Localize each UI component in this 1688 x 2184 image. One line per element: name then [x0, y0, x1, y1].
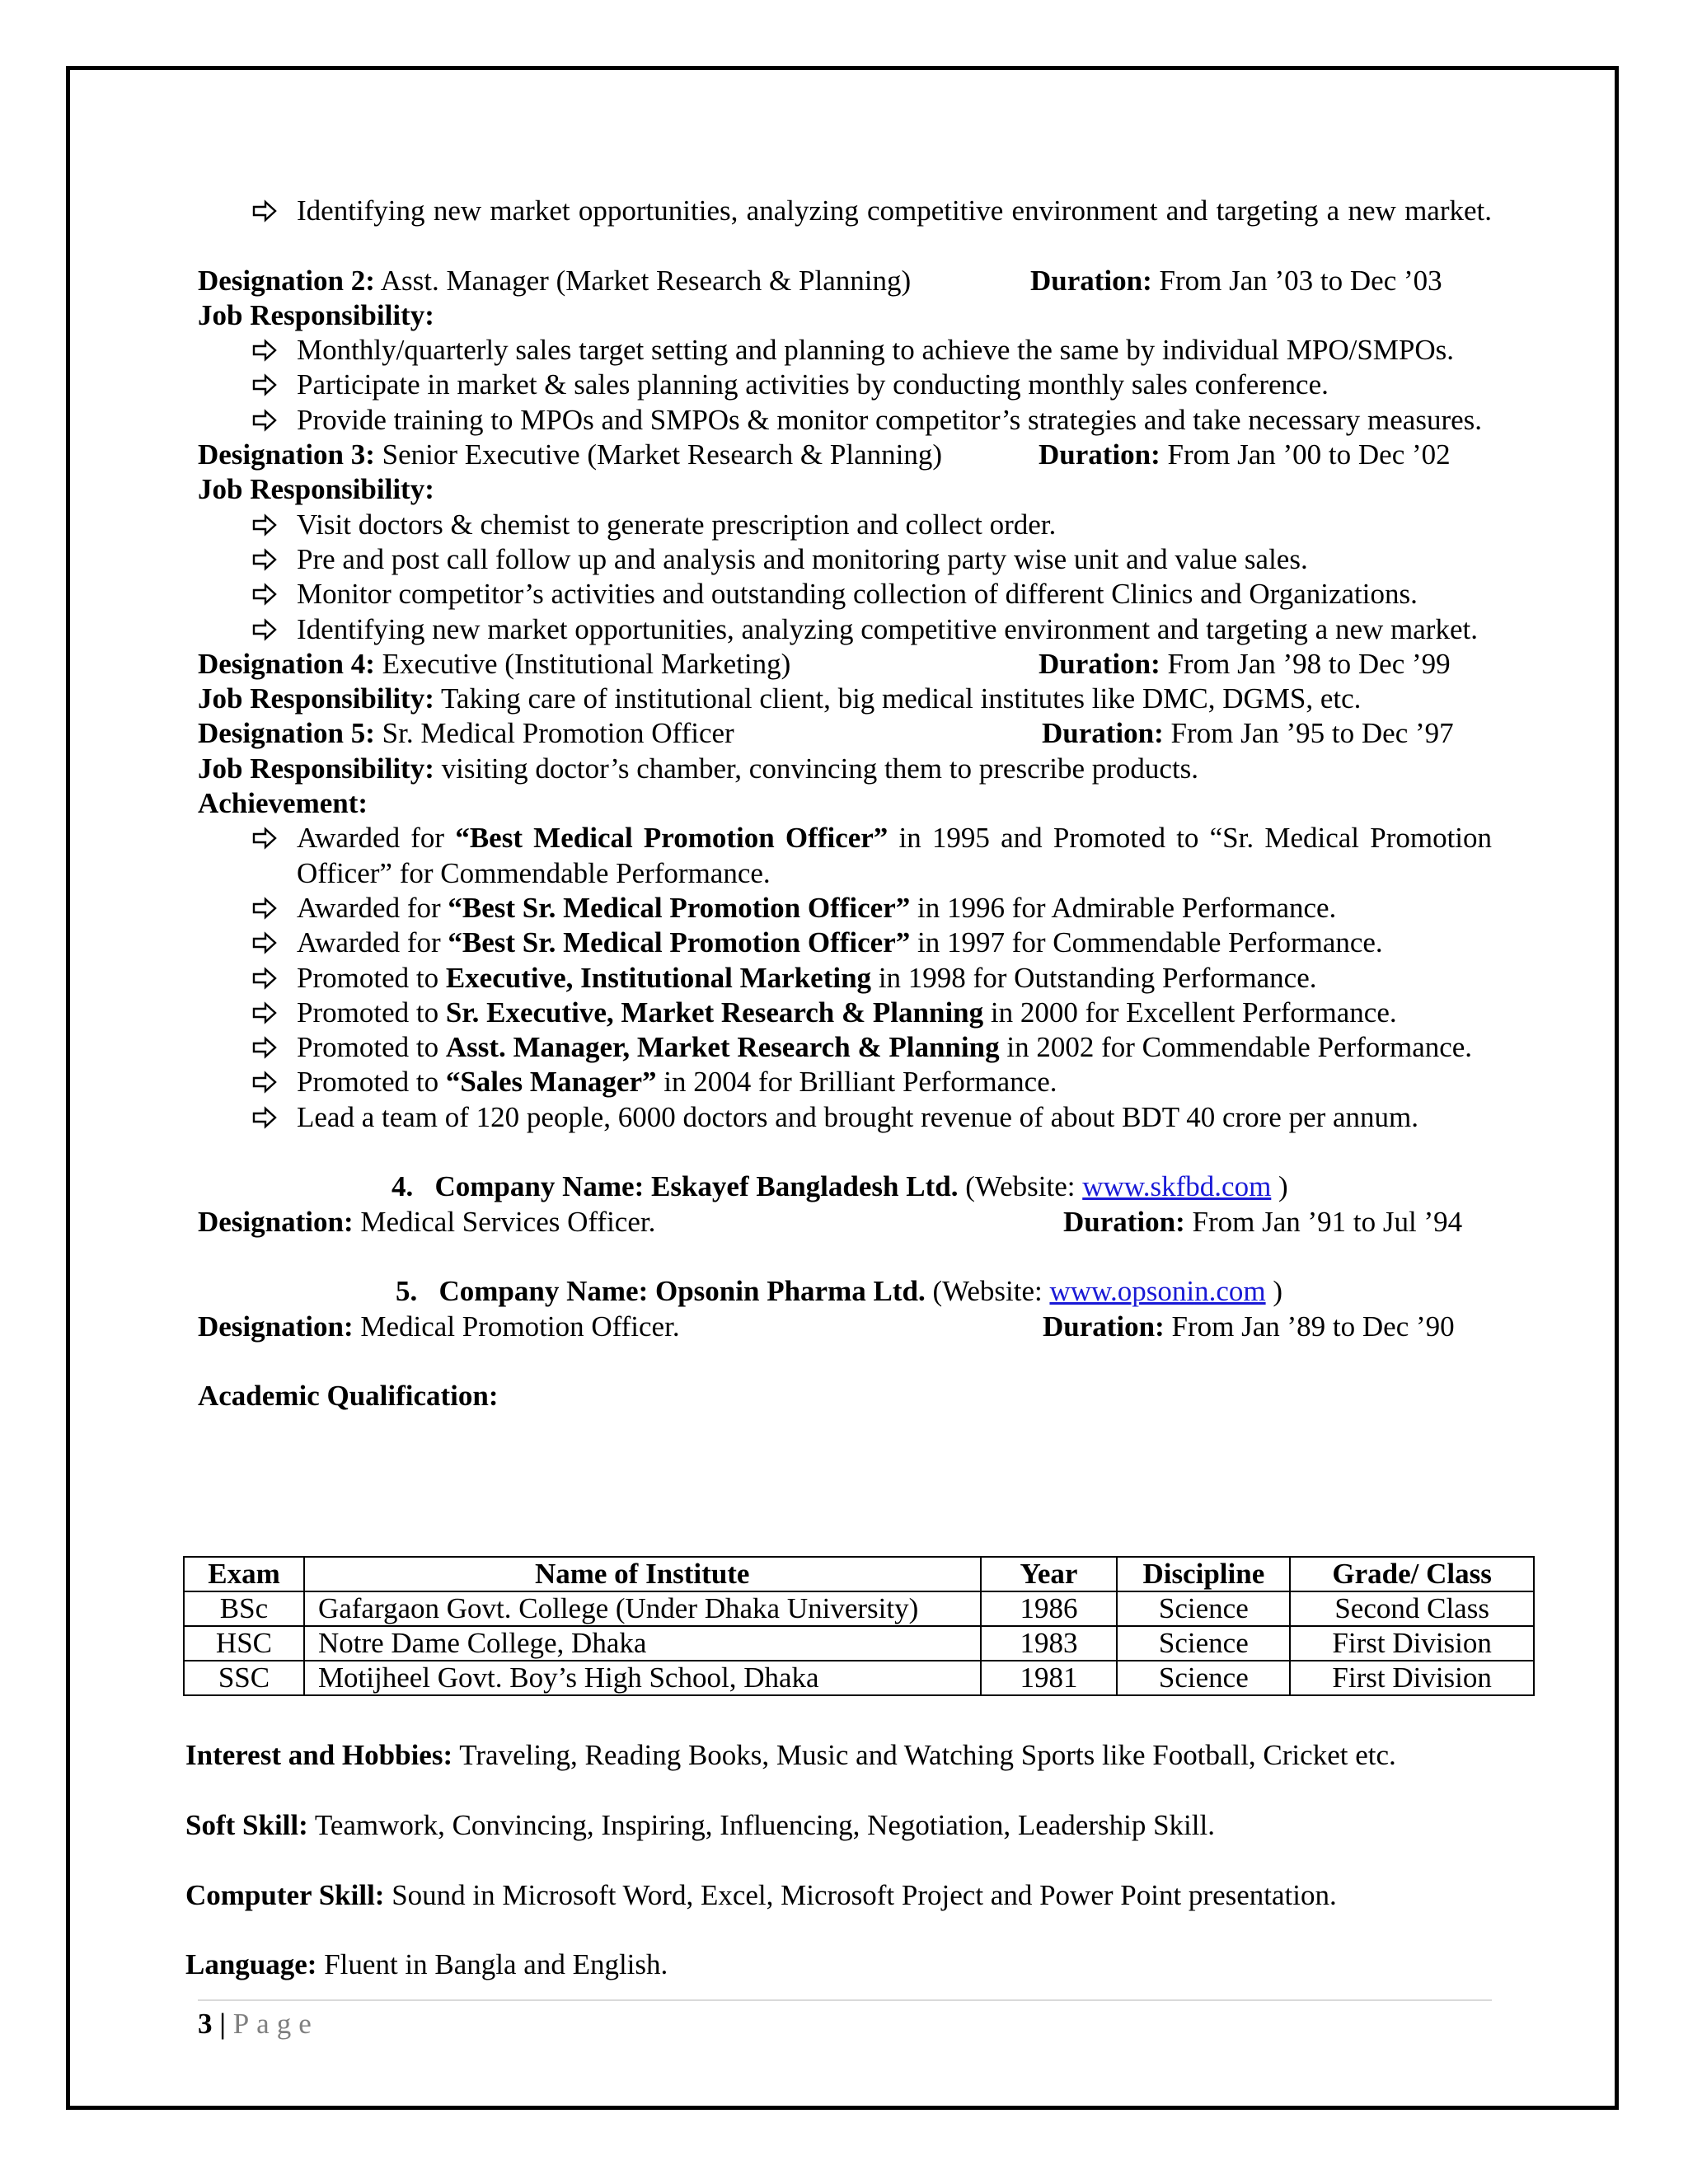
soft-skill: Soft Skill: Teamwork, Convincing, Inspiring, Influencing, Negotiation, Leadership Skill.: [185, 1809, 1215, 1841]
list-item: Awarded for “Best Sr. Medical Promotion Officer” in 1997 for Commendable Performance.: [198, 926, 1492, 960]
table-row: HSC Notre Dame College, Dhaka 1983 Science First Division: [184, 1626, 1534, 1661]
arrow-right-outline-icon: [249, 508, 282, 542]
job-responsibility: Job Responsibility: visiting doctor’s chamber, convincing them to prescribe products.: [198, 752, 1199, 785]
company-4-heading: 4. Company Name: Eskayef Bangladesh Ltd. (Website: www.skfbd.com ): [392, 1170, 1288, 1203]
table-row: SSC Motijheel Govt. Boy’s High School, Dhaka 1981 Science First Division: [184, 1661, 1534, 1695]
designation-5-row: Designation 5: Sr. Medical Promotion Officer Duration: From Jan ’95 to Dec ’97: [198, 716, 1492, 751]
arrow-right-outline-icon: [249, 577, 282, 612]
list-item: Participate in market & sales planning activities by conducting monthly sales conference.: [198, 368, 1492, 402]
arrow-right-outline-icon: [249, 194, 282, 228]
list-item: Pre and post call follow up and analysis and monitoring party wise unit and value sales.: [198, 542, 1492, 577]
page-label: Page: [232, 2008, 319, 2040]
list-item: Promoted to Sr. Executive, Market Research & Planning in 2000 for Excellent Performance.: [198, 996, 1492, 1030]
job-responsibility-heading: Job Responsibility:: [198, 473, 434, 506]
list-item: Awarded for “Best Sr. Medical Promotion Officer” in 1996 for Admirable Performance.: [198, 891, 1492, 926]
column-header: Grade/ Class: [1290, 1557, 1534, 1591]
list-item: Identifying new market opportunities, analyzing competitive environment and targeting a new market.: [198, 194, 1492, 228]
list-item: Monitor competitor’s activities and outstanding collection of different Clinics and Organizations.: [198, 577, 1492, 612]
language: Language: Fluent in Bangla and English.: [185, 1948, 668, 1980]
arrow-right-outline-icon: [249, 821, 282, 855]
list-item: Promoted to “Sales Manager” in 2004 for Brilliant Performance.: [198, 1065, 1492, 1099]
arrow-right-outline-icon: [249, 996, 282, 1030]
duration: Duration: From Jan ’03 to Dec ’03: [1030, 264, 1442, 297]
designation-4-row: Designation 4: Executive (Institutional Marketing) Duration: From Jan ’98 to Dec ’99: [198, 647, 1492, 682]
list-item: Lead a team of 120 people, 6000 doctors and brought revenue of about BDT 40 crore per annum.: [198, 1100, 1492, 1135]
company-5-heading: 5. Company Name: Opsonin Pharma Ltd. (Website: www.opsonin.com ): [396, 1275, 1283, 1308]
resume-body: [198, 194, 1492, 1413]
achievement-heading: Achievement:: [198, 787, 368, 820]
duration: Duration: From Jan ’95 to Dec ’97: [1042, 717, 1454, 750]
list-item: Identifying new market opportunities, analyzing competitive environment and targeting a new market.: [198, 612, 1492, 647]
table-header-row: [184, 1557, 1534, 1591]
list-item: Provide training to MPOs and SMPOs & monitor competitor’s strategies and take necessary measures.: [198, 403, 1492, 438]
list-item: Promoted to Asst. Manager, Market Research & Planning in 2002 for Commendable Performance.: [198, 1030, 1492, 1065]
arrow-right-outline-icon: [249, 961, 282, 996]
list-item: Monthly/quarterly sales target setting and planning to achieve the same by individual MPO/SMPOs.: [198, 333, 1492, 368]
footer-divider: [198, 1999, 1492, 2001]
academic-table: [183, 1556, 1535, 1696]
arrow-right-outline-icon: [249, 542, 282, 577]
arrow-right-outline-icon: [249, 612, 282, 647]
arrow-right-outline-icon: [249, 1100, 282, 1135]
column-header: Exam: [184, 1557, 304, 1591]
job-responsibility: Job Responsibility: Taking care of institutional client, big medical institutes like DMC, DGMS, etc.: [198, 682, 1362, 715]
duration: Duration: From Jan ’91 to Jul ’94: [1063, 1205, 1463, 1238]
page-number: 3: [198, 2008, 213, 2040]
arrow-right-outline-icon: [249, 1030, 282, 1065]
company-5-designation-row: Designation: Medical Promotion Officer. Duration: From Jan ’89 to Dec ’90: [198, 1310, 1492, 1344]
duration: Duration: From Jan ’89 to Dec ’90: [1043, 1310, 1455, 1343]
list-item: Visit doctors & chemist to generate prescription and collect order.: [198, 508, 1492, 542]
column-header: Year: [981, 1557, 1118, 1591]
page-footer: 3 | Page: [198, 2008, 319, 2040]
arrow-right-outline-icon: [249, 1065, 282, 1099]
arrow-right-outline-icon: [249, 333, 282, 368]
arrow-right-outline-icon: [249, 403, 282, 438]
arrow-right-outline-icon: [249, 891, 282, 926]
designation-3-row: Designation 3: Senior Executive (Market Research & Planning) Duration: From Jan ’00 to Dec ’02: [198, 438, 1492, 472]
company-4-website-link[interactable]: www.skfbd.com: [1082, 1170, 1272, 1203]
column-header: Name of Institute: [304, 1557, 981, 1591]
duration: Duration: From Jan ’00 to Dec ’02: [1039, 438, 1451, 471]
interest-hobbies: Interest and Hobbies: Traveling, Reading Books, Music and Watching Sports like Football, Cricket etc.: [185, 1739, 1396, 1771]
duration: Duration: From Jan ’98 to Dec ’99: [1039, 647, 1451, 680]
designation-2-row: Designation 2: Asst. Manager (Market Research & Planning) Duration: From Jan ’03 to Dec ’03: [198, 264, 1492, 298]
list-item: Promoted to Executive, Institutional Marketing in 1998 for Outstanding Performance.: [198, 961, 1492, 996]
arrow-right-outline-icon: [249, 368, 282, 402]
company-4-designation-row: Designation: Medical Services Officer. Duration: From Jan ’91 to Jul ’94: [198, 1205, 1492, 1240]
job-responsibility-heading: Job Responsibility:: [198, 298, 434, 331]
computer-skill: Computer Skill: Sound in Microsoft Word, Excel, Microsoft Project and Power Point presentation.: [185, 1879, 1337, 1911]
table-row: BSc Gafargaon Govt. College (Under Dhaka University) 1986 Science Second Class: [184, 1591, 1534, 1626]
arrow-right-outline-icon: [249, 926, 282, 960]
list-item: Awarded for “Best Medical Promotion Officer” in 1995 and Promoted to “Sr. Medical Promotion Officer” for Commendable Performance.: [198, 821, 1492, 891]
company-5-website-link[interactable]: www.opsonin.com: [1049, 1275, 1266, 1308]
column-header: Discipline: [1117, 1557, 1290, 1591]
academic-heading: Academic Qualification:: [198, 1380, 499, 1413]
